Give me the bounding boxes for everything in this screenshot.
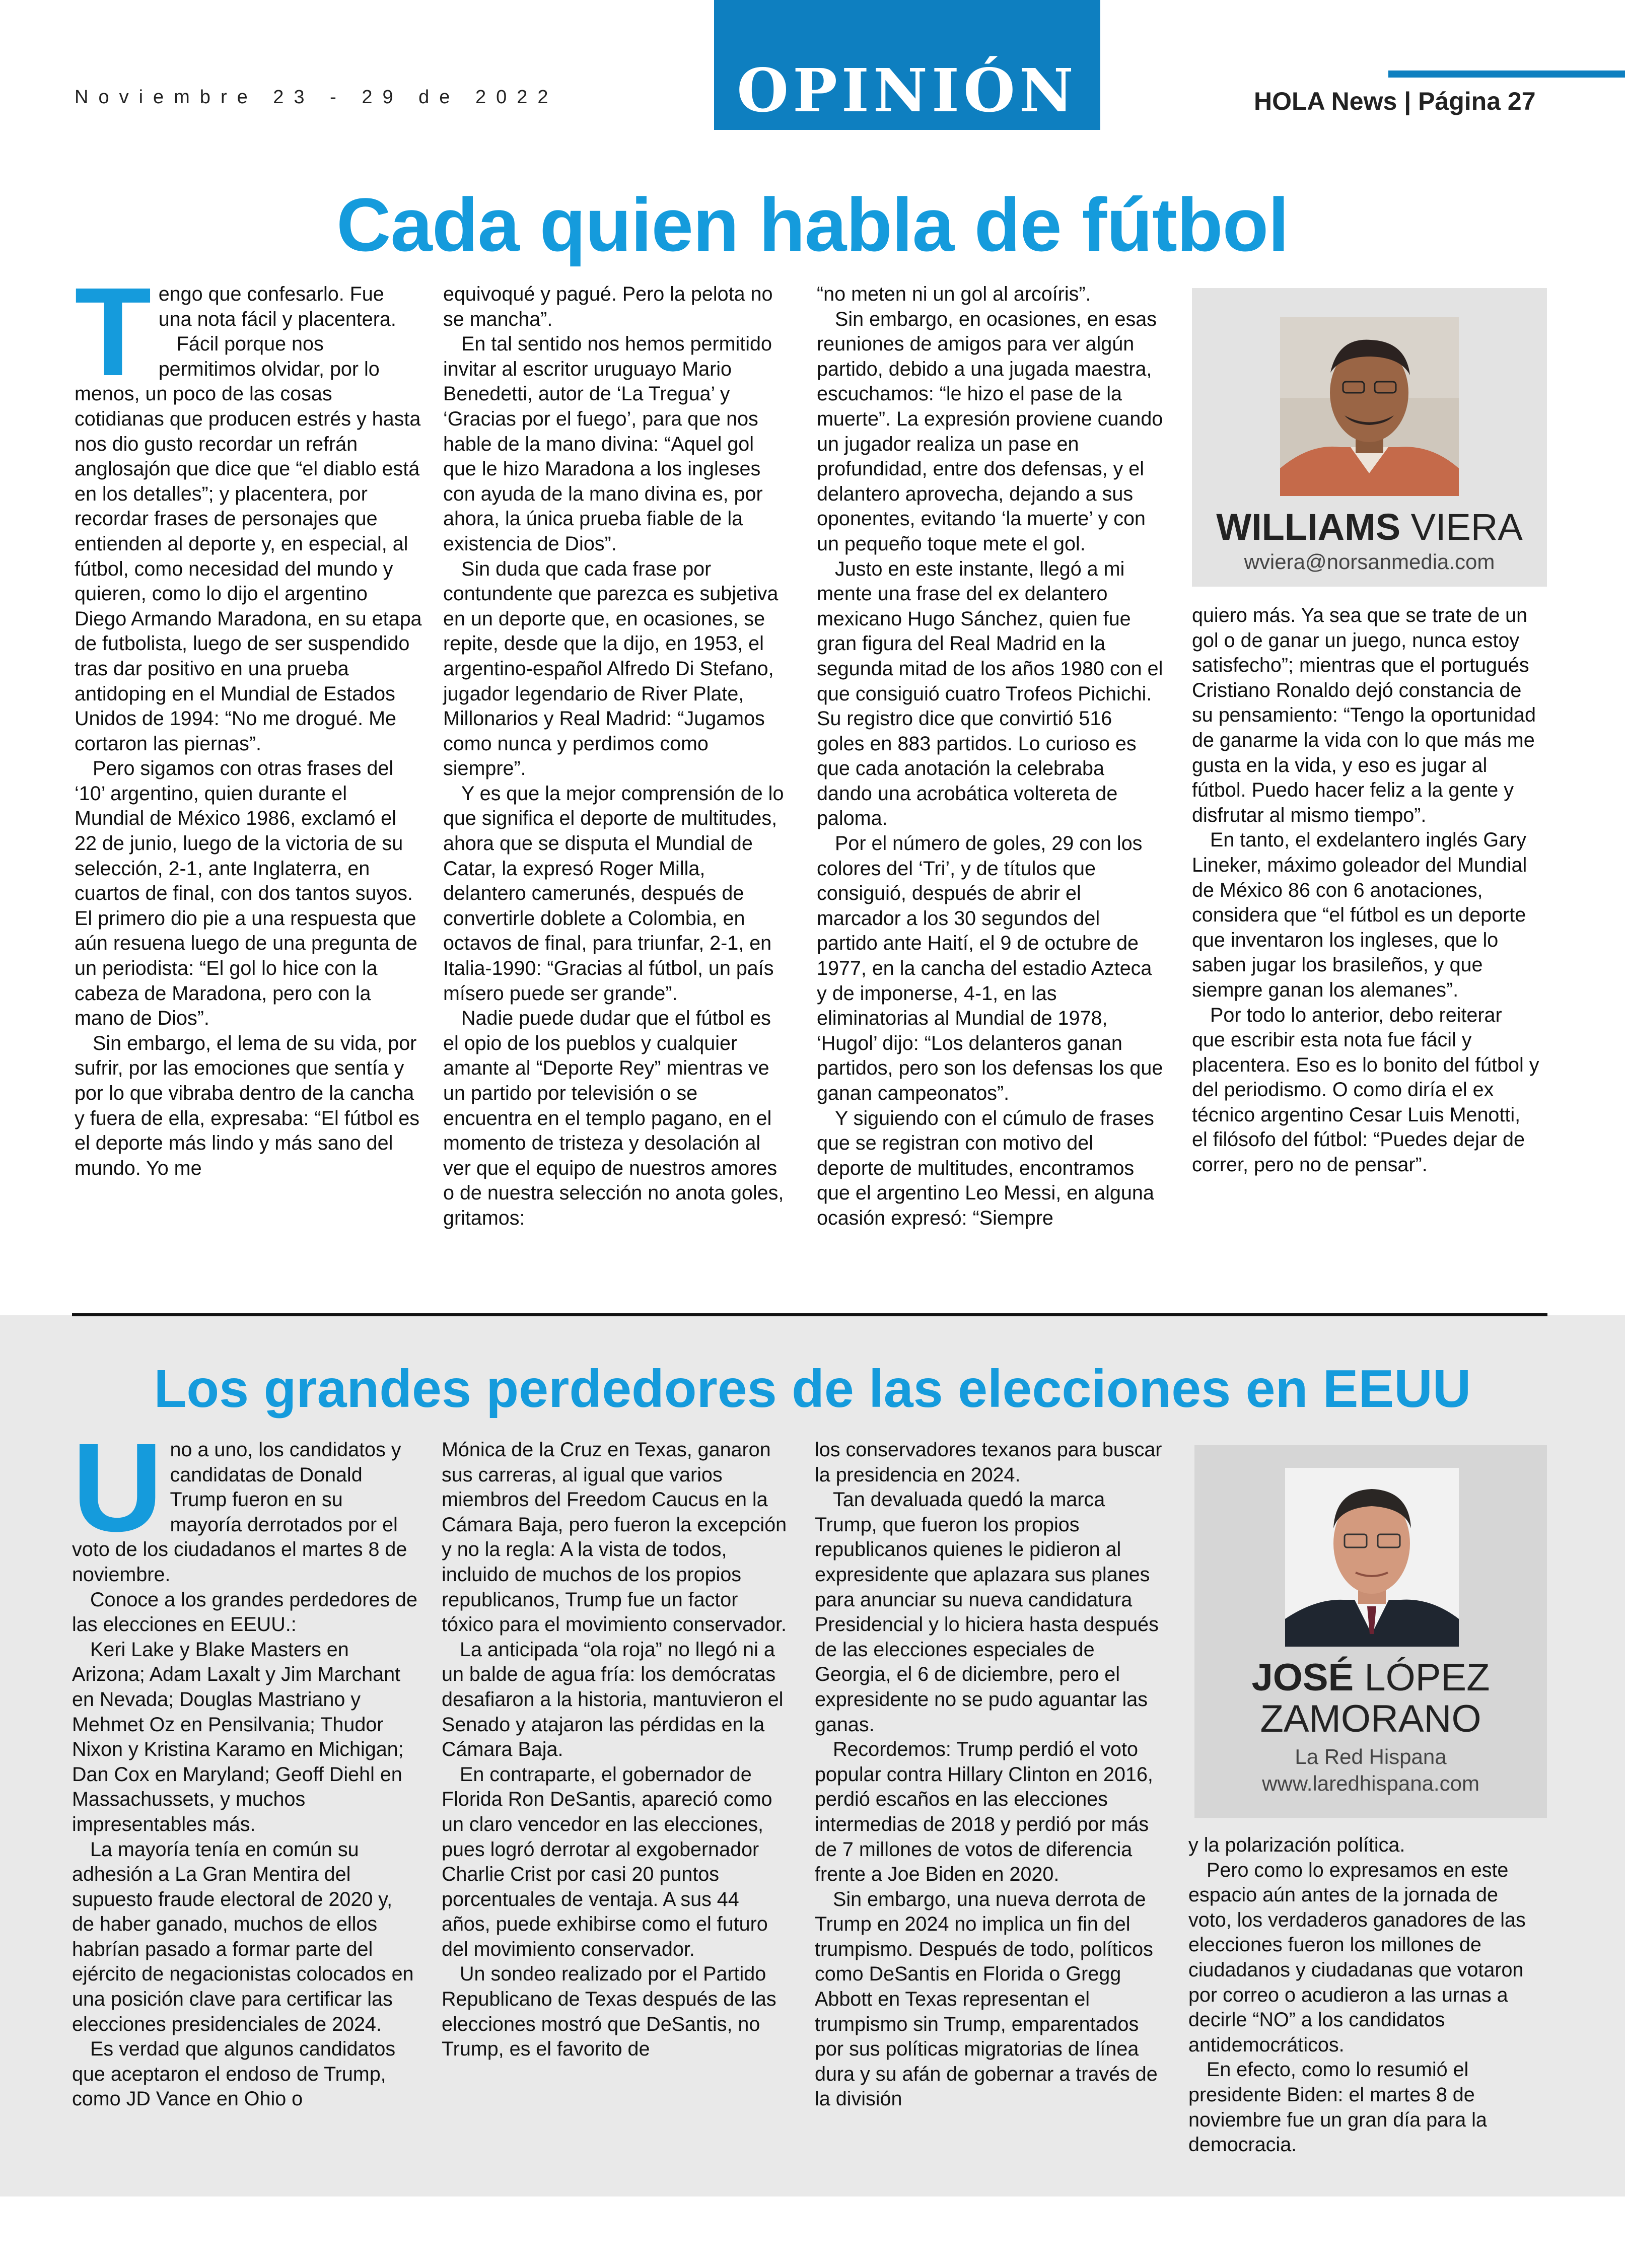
paragraph: quiero más. Ya sea que se trate de un gol o de ganar un juego, nunca estoy satisfecho”; mientras que el portugués Cristiano Ronaldo dejó constancia de su pensamiento: “Tengo la oportunidad de ganarme la vida con lo que más me gusta en la vida, y eso es jugar al fútbol. Puedo hacer feliz a la gente y disfrutar al mismo tiempo”. [1192, 604, 1536, 826]
author-name [1192, 506, 1547, 548]
paragraph-text: engo que confesarlo. Fue una nota fácil y placentera. [158, 283, 396, 330]
paragraph: y la polarización política. [1188, 1834, 1405, 1856]
paragraph: Mónica de la Cruz en Texas, ganaron sus carreras, al igual que varios miembros del Freedom Caucus en la Cámara Baja, pero fueron la excepción y no la regla: A la vista de todos, incluido de muchos de los propios republicanos, Trump fue un factor tóxico para el movimiento conservador. [442, 1439, 787, 1636]
paragraph: equivoqué y pagué. Pero la pelota no se mancha”. [443, 283, 773, 330]
article1-headline: Cada quien habla de fútbol [336, 182, 1289, 267]
paragraph: Pero sigamos con otras frases del ‘10’ argentino, quien durante el Mundial de México 1986, exclamó el 22 de junio, luego de la victoria de su selección, 2-1, ante Inglaterra, en cuartos de final, con dos tantos suyos. El primero dio pie a una respuesta que aún resuena luego de una pregunta de un periodista: “El gol lo hice con la cabeza de Maradona, pero con la mano de Dios”. [75, 757, 417, 1030]
article2-dropcap: U [72, 1417, 163, 1557]
author-portrait-icon [1280, 317, 1459, 496]
article1-first-paragraph [75, 261, 422, 402]
author-first-name: WILLIAMS [1216, 506, 1401, 548]
paragraph: La anticipada “ola roja” no llegó ni a un balde de agua fría: los demócratas desafiaron a la historia, mantuvieron el Senado y atajaron las pérdidas en la Cámara Baja. [442, 1638, 784, 1761]
paragraph: Pero como lo expresamos en este espacio aún antes de la jornada de voto, los verdaderos ganadores de las elecciones fueron los millones de ciudadanos y ciudadanas que votaron por correo o acudieron a las urnas a decirle “NO” a los candidatos antidemocráticos. [1188, 1859, 1526, 2056]
article-divider [72, 1313, 1547, 1316]
paragraph: Fácil porque nos permitimos olvidar, por lo menos, un poco de las cosas cotidianas que producen estrés y hasta nos dio gusto recordar un refrán anglosajón que dice que “el diablo está en los detalles”; y placentera, por recordar frases de personajes que entienden al deporte y, en especial, al fútbol, como necesidad del mundo y quieren, como lo dijo el argentino Diego Armando Maradona, en su etapa de futbolista, luego de ser suspendido tras dar positivo en una prueba antidoping en el Mundial de Estados Unidos de 1994: “No me drogué. Me cortaron las piernas”. [75, 333, 422, 755]
author-first-name: JOSÉ [1251, 1656, 1354, 1699]
paragraph: “no meten ni un gol al arcoíris”. [817, 283, 1091, 305]
paragraph: Por el número de goles, 29 con los colores del ‘Tri’, y de títulos que consiguió, después de abrir el marcador a los 30 segundos del partido ante Haití, el 9 de octubre de 1977, en la cancha del estadio Azteca y de imponerse, 4-1, en las eliminatorias al Mundial de 1978, ‘Hugol’ dijo: “Los delanteros ganan partidos, pero son los defensas los que ganan campeonatos”. [817, 832, 1163, 1104]
section-label: OPINIÓN [737, 55, 1078, 125]
author-last-name: LÓPEZ [1364, 1656, 1490, 1699]
paragraph: Sin embargo, en ocasiones, en esas reuniones de amigos para ver algún partido, debido a una jugada maestra, escuchamos: “le hizo el pase de la muerte”. La expresión proviene cuando un jugador realiza un pase en profundidad, entre dos defensas, y el delantero aprovecha, dejando a sus oponentes, evitando ‘la muerte’ y con un pequeño toque mete el gol. [817, 308, 1163, 555]
paragraph: En contraparte, el gobernador de Florida Ron DeSantis, apareció como un claro vencedor en las elecciones, pues logró derrotar al exgobernador Charlie Crist por casi 20 puntos porcentuales de ventaja. A sus 44 años, puede exhibirse como el futuro del movimiento conservador. [442, 1763, 772, 1960]
author-email: wviera@norsanmedia.com [1244, 550, 1495, 574]
paragraph-text: no a uno, los candidatos y candidatas de Donald Trump fueron en su mayoría derrotados por el voto de los ciudadanos el martes 8 de noviembre. [72, 1439, 407, 1586]
paragraph: Justo en este instante, llegó a mi mente una frase del ex delantero mexicano Hugo Sánchez, quien fue gran figura del Real Madrid en la segunda mitad de los años 1980 con el que consiguió cuatro Trofeos Pichichi. Su registro dice que convirtió 516 goles en 883 partidos. Lo curioso es que cada anotación la celebraba dando una acrobática voltereta de paloma. [817, 557, 1163, 830]
issue-date: Noviembre 23 - 29 de 2022 [75, 87, 558, 108]
paragraph: Recordemos: Trump perdió el voto popular contra Hillary Clinton en 2016, perdió escaños en las elecciones intermedias de 2018 y perdió por más de 7 millones de votos de diferencia frente a Joe Biden en 2020. [815, 1738, 1153, 1886]
author-organization: La Red Hispana [1295, 1745, 1447, 1768]
article1-column-3 [817, 282, 1164, 1231]
paragraph: Nadie puede dudar que el fútbol es el opio de los pueblos y cualquier amante al “Deporte Rey” mientras ve un partido por televisión o se encuentra en el templo pagano, en el momento de tristeza y desolación al ver que el equipo de nuestros amores o de nuestra selección no anota goles, gritamos: [443, 1007, 784, 1229]
article1-column-1 [75, 261, 422, 1181]
paragraph: En tal sentido nos hemos permitido invitar al escritor uruguayo Mario Benedetti, autor de ‘La Tregua’ y ‘Gracias por el fuego’, para que nos hable de la mano divina: “Aquel gol que le hizo Maradona a los ingleses con ayuda de la mano divina es, por ahora, la única prueba fiable de la existencia de Dios”. [443, 333, 772, 555]
paragraph: Keri Lake y Blake Masters en Arizona; Adam Laxalt y Jim Marchant en Nevada; Douglas Mastriano y Mehmet Oz en Pensilvania; Thudor Nixon y Kristina Karamo en Michigan; Dan Cox en Maryland; Geoff Diehl en Massachussets, y muchos impresentables más. [72, 1638, 404, 1835]
paragraph: Sin duda que cada frase por contundente que parezca es subjetiva en un deporte que, en ocasiones, se repite, desde que la dijo, en 1953, el argentino-español Alfredo Di Stefano, jugador legendario de River Plate, Millonarios y Real Madrid: “Jugamos como nunca y perdimos como siempre”. [443, 557, 779, 780]
paragraph: Un sondeo realizado por el Partido Republicano de Texas después de las elecciones mostró que DeSantis, no Trump, es el favorito de [442, 1963, 776, 2061]
paragraph: Y siguiendo con el cúmulo de frases que se registran con motivo del deporte de multitudes, encontramos que el argentino Leo Messi, en alguna ocasión expresó: “Siempre [817, 1107, 1154, 1229]
paragraph: La mayoría tenía en común su adhesión a La Gran Mentira del supuesto fraude electoral de 2020 y, de haber ganado, muchos de ellos habrían pasado a formar parte del ejército de negacionistas colocados en una posición clave para certificar las elecciones presidenciales de 2024. [72, 1838, 414, 2035]
paragraph: Tan devaluada quedó la marca Trump, que fueron los propios republicanos quienes le pidieron al expresidente que aplazara sus planes para anunciar su nueva candidatura Presidencial y lo hiciera hasta después de las elecciones especiales de Georgia, el 6 de diciembre, pero el expresidente no se pudo aguantar las ganas. [815, 1489, 1159, 1736]
publication-page: HOLA News | Página 27 [1254, 87, 1536, 115]
author-last-name: VIERA [1410, 506, 1523, 548]
article2-column-3 [815, 1438, 1162, 2112]
article1-column-4 [1192, 603, 1539, 1178]
paragraph: Por todo lo anterior, debo reiterar que escribir esta nota fue fácil y placentera. Eso es lo bonito del fútbol y del periodismo. O como diría el ex técnico argentino Cesar Luis Menotti, el filósofo del fútbol: “Puedes dejar de correr, pero no de pensar”. [1192, 1004, 1539, 1176]
paragraph: los conservadores texanos para buscar la presidencia en 2024. [815, 1439, 1162, 1486]
author-name [1194, 1656, 1547, 1699]
paragraph: Es verdad que algunos candidatos que aceptaron el endoso de Trump, como JD Vance en Ohio o [72, 2038, 396, 2110]
header-accent-line [1388, 70, 1625, 78]
article2-column-4 [1188, 1833, 1536, 2158]
section-tab [714, 0, 1100, 130]
article1-column-2 [443, 282, 791, 1231]
article2-headline: Los grandes perdedores de las elecciones en EEUU [154, 1359, 1471, 1419]
paragraph: En tanto, el exdelantero inglés Gary Lineker, máximo goleador del Mundial de México 86 con 6 anotaciones, considera que “el fútbol es un deporte que inventaron los ingleses, que lo saben jugar los brasileños, y que siempre ganan los alemanes”. [1192, 829, 1527, 1001]
author-box-jose-lopez-zamorano [1194, 1445, 1547, 1818]
article2-column-1 [72, 1417, 419, 2112]
paragraph: Sin embargo, el lema de su vida, por sufrir, por las emociones que sentía y por lo que vibraba dentro de la cancha y fuera de ella, expresaba: “El fútbol es el deporte más lindo y más sano del mundo. Yo me [75, 1032, 420, 1179]
article2-column-2 [442, 1438, 789, 2062]
article1-dropcap: T [75, 261, 152, 402]
author-last-name-2: ZAMORANO [1260, 1697, 1481, 1740]
author-photo [1280, 317, 1459, 496]
article2-first-paragraph [72, 1417, 419, 1588]
author-photo [1285, 1468, 1459, 1647]
paragraph: Y es que la mejor comprensión de lo que significa el deporte de multitudes, ahora que se disputa el Mundial de Catar, la expresó Roger Milla, delantero camerunés, después de convertirle doblete a Colombia, en octavos de final, para triunfar, 2-1, en Italia-1990: “Gracias al fútbol, un país mísero puede ser grande”. [443, 782, 784, 1005]
paragraph: Sin embargo, una nueva derrota de Trump en 2024 no implica un fin del trumpismo. Después de todo, políticos como DeSantis en Florida o Gregg Abbott en Texas representan el trumpismo sin Trump, emparentados por sus políticas migratorias de línea dura y su afán de gobernar a través de la división [815, 1888, 1158, 2110]
author-portrait-icon [1285, 1468, 1459, 1647]
paragraph: En efecto, como lo resumió el presidente Biden: el martes 8 de noviembre fue un gran día para la democracia. [1188, 2059, 1487, 2156]
paragraph: Conoce a los grandes perdedores de las elecciones en EEUU.: [72, 1588, 417, 1636]
author-website: www.laredhispana.com [1262, 1771, 1479, 1795]
author-box-williams-viera [1192, 288, 1547, 587]
